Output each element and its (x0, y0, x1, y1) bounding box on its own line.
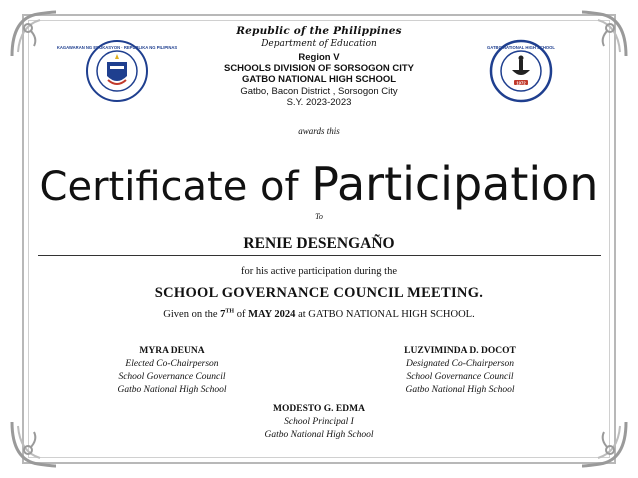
to-text: To (315, 212, 323, 221)
given-date-text (0, 309, 638, 320)
participation-text: for his active participation during the (241, 266, 397, 277)
signatory-principal-school: Gatbo National High School (264, 430, 374, 440)
signatory-left-school: Gatbo National High School (117, 385, 227, 395)
given-rest: at GATBO NATIONAL HIGH SCHOOL. (295, 309, 475, 320)
certificate-title-part1: Certificate of (39, 164, 312, 210)
region-heading: Region V (298, 52, 340, 63)
certificate-title-part2: Participation (311, 157, 599, 211)
corner-ornament-bottom-left (8, 418, 60, 470)
signatory-right-school: Gatbo National High School (405, 385, 515, 395)
school-address: Gatbo, Bacon District , Sorsogon City (240, 86, 398, 97)
signatory-principal (219, 403, 419, 442)
school-seal-text: GATBO NATIONAL HIGH SCHOOL (487, 45, 555, 50)
corner-ornament-bottom-right (578, 418, 630, 470)
event-name: SCHOOL GOVERNANCE COUNCIL MEETING. (154, 285, 484, 301)
school-year: S.Y. 2023-2023 (286, 97, 352, 108)
signatory-left-role: Elected Co-Chairperson (125, 359, 219, 369)
signatory-right-org: School Governance Council (406, 372, 514, 382)
signatory-left (72, 345, 272, 397)
deped-seal-text: KAGAWARAN NG EDUKASYON · REPUBLIKA NG PILIPINAS (56, 45, 178, 50)
school-heading: GATBO NATIONAL HIGH SCHOOL (241, 74, 397, 85)
signatory-right-role: Designated Co-Chairperson (406, 359, 514, 369)
department-heading: Department of Education (261, 39, 377, 49)
recipient-underline (38, 255, 601, 256)
school-seal-year: 1972 (516, 80, 526, 86)
given-day: 7 (220, 309, 226, 320)
awards-this-text: awards this (298, 126, 340, 136)
division-heading: SCHOOLS DIVISION OF SORSOGON CITY (223, 63, 415, 74)
signatory-left-org: School Governance Council (118, 372, 226, 382)
signatory-principal-name: MODESTO G. EDMA (273, 404, 365, 414)
recipient-name: RENIE DESENGAÑO (243, 235, 395, 252)
given-ordinal: TH (225, 308, 235, 315)
signatory-right-name: LUZVIMINDA D. DOCOT (404, 346, 516, 356)
signatory-principal-role: School Principal I (284, 417, 354, 427)
signatory-left-name: MYRA DEUNA (139, 346, 205, 356)
signatory-right (360, 345, 560, 397)
republic-heading: Republic of the Philippines (236, 25, 402, 37)
given-date: MAY 2024 (248, 309, 296, 320)
given-prefix: Given on the (163, 309, 221, 320)
given-of: of (234, 309, 249, 320)
certificate-title (0, 158, 638, 213)
